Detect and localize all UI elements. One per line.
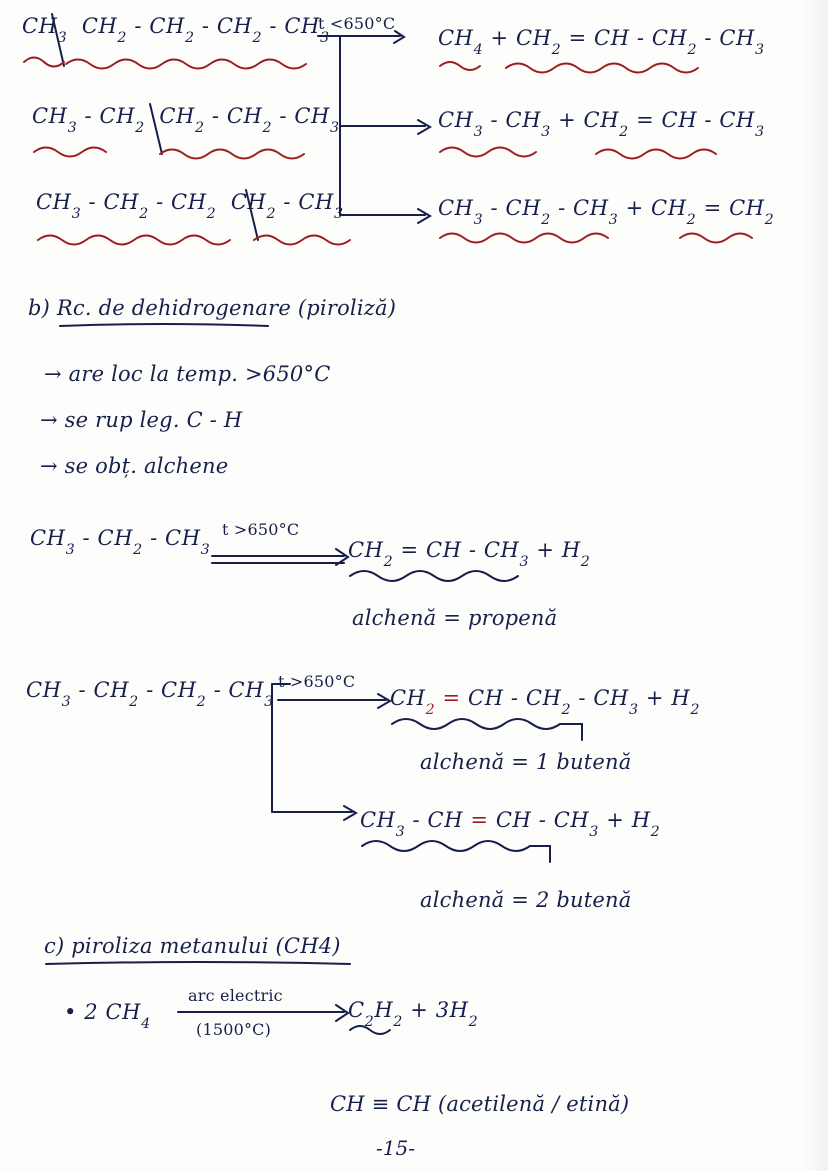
reaction-1-arrow-head — [336, 549, 348, 565]
section-b-reaction-2-condition: t >650°C — [278, 672, 356, 691]
red-squiggle-b3 — [440, 148, 536, 157]
red-squiggle-a2 — [66, 60, 306, 69]
section-b-heading-underline — [60, 324, 268, 326]
red-squiggle-a3 — [440, 62, 480, 70]
reaction-row-2-right: $CH_3 - CH_3 + CH_2$ = CH - $CH_3$ — [438, 108, 765, 141]
section-c-condition-top: arc electric — [188, 986, 283, 1005]
section-b-reaction-2-branch-1-product: $CH_2$ = CH - $CH_2 - CH_3 + H_2$ — [390, 686, 701, 719]
red-squiggle-c4 — [680, 234, 752, 243]
red-squiggle-c1 — [38, 236, 230, 245]
reaction-2-branch-1-arrow-head — [378, 694, 390, 708]
bracket-arrow-2 — [340, 120, 430, 134]
bracket-condition-label: t <650°C — [318, 14, 396, 33]
section-c-product: $C_2H_2 + 3H_2$ — [348, 998, 479, 1031]
blue-squiggle-butene-1 — [392, 719, 582, 740]
blue-squiggle-butene-2 — [362, 841, 550, 862]
red-squiggle-b2 — [160, 150, 304, 159]
reaction-row-2-left: $CH_3 - CH_2$ $CH_2 - CH_2 - CH_3$ — [32, 104, 340, 137]
red-squiggle-b4 — [596, 150, 716, 159]
section-b-heading: b) Rc. de dehidrogenare (piroliză) — [28, 296, 397, 320]
section-c-arrow-head — [336, 1005, 348, 1021]
page-number: -15- — [376, 1136, 415, 1160]
red-squiggle-c2 — [254, 236, 350, 245]
section-b-reaction-1-reactant: $CH_3 - CH_2 - CH_3$ — [30, 526, 211, 559]
section-b-reaction-2-reactant: $CH_3 - CH_2 - CH_2 - CH_3$ — [26, 678, 274, 711]
section-b-reaction-2-branch-2-product: $CH_3$ - CH = CH - $CH_3 + H_2$ — [360, 808, 661, 841]
section-c-condition-bottom: (1500°C) — [196, 1020, 272, 1039]
section-b-reaction-1-condition: t >650°C — [222, 520, 300, 539]
blue-squiggle-prop — [350, 571, 518, 581]
section-b-reaction-2-branch-2-note: alchenă = 2 butenă — [420, 888, 632, 912]
section-c-heading: c) piroliza metanului (CH4) — [44, 934, 341, 958]
reaction-row-3-right: $CH_3 - CH_2 - CH_3 + CH_2 = CH_2$ — [438, 196, 775, 229]
section-b-reaction-2-branch-1-note: alchenă = 1 butenă — [420, 750, 632, 774]
red-squiggle-a4 — [506, 64, 698, 73]
section-c-note: CH ≡ CH (acetilenă / etină) — [330, 1092, 630, 1116]
red-squiggle-c3 — [440, 234, 608, 243]
reaction-2-branch-2-arrow-head — [344, 806, 356, 820]
section-c-bullet-reactant: • 2 $CH_4$ — [64, 1000, 151, 1033]
section-b-bullet-3: → se obț. alchene — [40, 454, 229, 478]
reaction-row-3-left: $CH_3 - CH_2 - CH_2$ $CH_2 - CH_3$ — [36, 190, 344, 223]
section-c-heading-underline — [46, 962, 350, 964]
section-b-bullet-2: → se rup leg. C - H — [40, 408, 243, 432]
red-squiggle-a1 — [24, 58, 64, 67]
bracket-arrow-3 — [340, 209, 430, 223]
section-b-reaction-1-note: alchenă = propenă — [352, 606, 558, 630]
paper-shading — [802, 0, 828, 1171]
section-b-reaction-1-product: $CH_2$ = CH - $CH_3 + H_2$ — [348, 538, 591, 571]
reaction-row-1-left: $CH_3$ $CH_2 - CH_2 - CH_2 - CH_3$ — [22, 14, 330, 47]
reaction-row-1-right: $CH_4 + CH_2$ = CH - $CH_2 - CH_3$ — [438, 26, 765, 59]
section-b-bullet-1: → are loc la temp. >650°C — [44, 362, 331, 386]
red-squiggle-b1 — [34, 148, 106, 157]
